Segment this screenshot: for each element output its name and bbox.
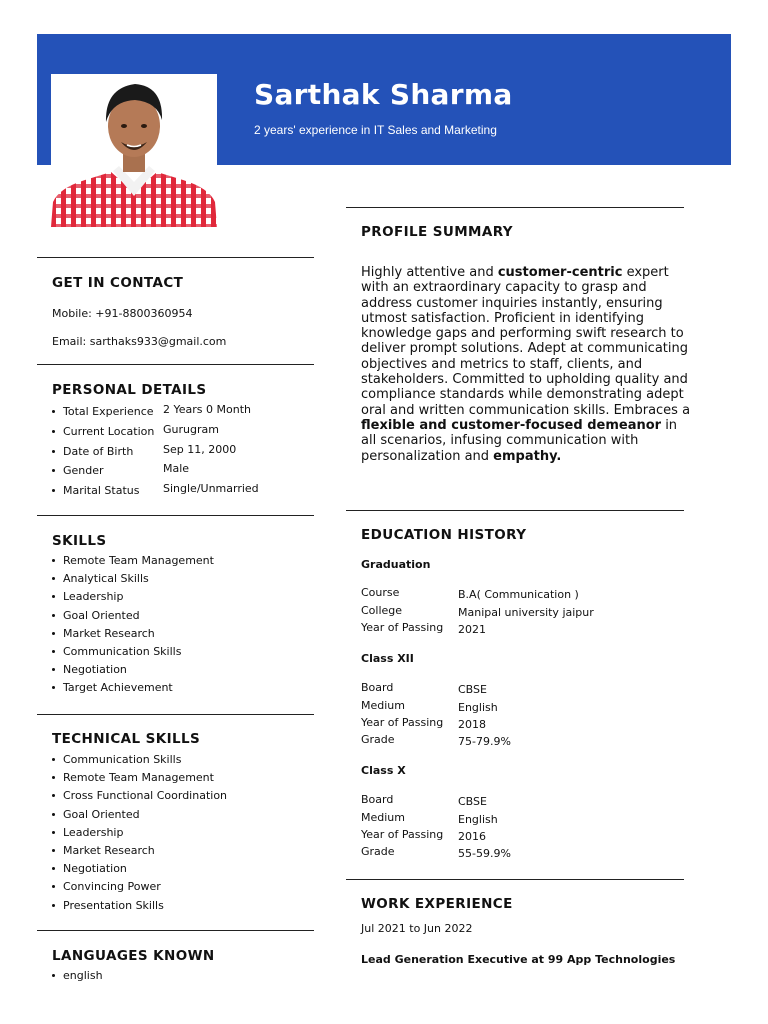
summary-text-bold: flexible and customer-focused demeanor (361, 417, 662, 433)
profile-summary-text (361, 265, 691, 464)
education-value: English (458, 813, 498, 826)
education-row (361, 621, 681, 637)
candidate-tagline: 2 years' experience in IT Sales and Marketing (254, 123, 497, 137)
profile-photo (51, 74, 217, 227)
list-item: Market Research (52, 627, 214, 645)
technical-skills-title: TECHNICAL SKILLS (52, 731, 201, 747)
list-item: Market Research (52, 844, 227, 862)
personal-value: Single/Unmarried (163, 482, 259, 495)
personal-details-title: PERSONAL DETAILS (52, 382, 207, 398)
list-item: Analytical Skills (52, 572, 214, 590)
list-item: Convincing Power (52, 880, 227, 898)
education-row (361, 586, 681, 602)
education-row (361, 793, 681, 809)
education-label: Grade (361, 733, 395, 746)
divider (346, 879, 684, 880)
work-experience-title: WORK EXPERIENCE (361, 896, 513, 912)
list-item: Goal Oriented (52, 808, 227, 826)
divider (37, 364, 314, 365)
education-row (361, 828, 681, 844)
education-label: College (361, 604, 403, 617)
education-label: Year of Passing (361, 828, 444, 841)
education-value: 2018 (458, 718, 486, 731)
education-label: Grade (361, 845, 395, 858)
education-row (361, 733, 681, 749)
list-item: Goal Oriented (52, 609, 214, 627)
list-item: Cross Functional Coordination (52, 789, 227, 807)
divider (37, 515, 314, 516)
divider (346, 510, 684, 511)
education-row (361, 699, 681, 715)
personal-value: Gurugram (163, 423, 219, 436)
education-value: 55-59.9% (458, 847, 511, 860)
languages-list (52, 969, 103, 987)
contact-mobile: Mobile: +91-8800360954 (52, 307, 193, 320)
personal-label: Gender (63, 464, 104, 477)
education-row (361, 681, 681, 697)
list-item: Remote Team Management (52, 771, 227, 789)
education-label: Board (361, 681, 394, 694)
education-label: Medium (361, 699, 405, 712)
list-item: Negotiation (52, 862, 227, 880)
divider (37, 930, 314, 931)
personal-label: Total Experience (63, 405, 154, 418)
education-value: 2021 (458, 623, 486, 636)
personal-row (52, 445, 302, 461)
education-value: B.A( Communication ) (458, 588, 579, 601)
list-item: Target Achievement (52, 681, 214, 699)
candidate-name: Sarthak Sharma (254, 78, 513, 111)
personal-label: Current Location (63, 425, 155, 438)
education-value: Manipal university jaipur (458, 606, 594, 619)
languages-title: LANGUAGES KNOWN (52, 948, 215, 964)
education-row (361, 604, 681, 620)
education-value: 75-79.9% (458, 735, 511, 748)
skills-list (52, 554, 214, 700)
summary-text-part: Highly attentive and (361, 265, 498, 280)
education-label: Year of Passing (361, 621, 444, 634)
person-photo-icon (51, 74, 217, 227)
list-item: Leadership (52, 826, 227, 844)
education-row (361, 845, 681, 861)
education-value: CBSE (458, 683, 487, 696)
personal-label: Date of Birth (63, 445, 134, 458)
education-title: EDUCATION HISTORY (361, 527, 527, 543)
list-item: english (52, 969, 103, 987)
personal-row (52, 425, 302, 441)
list-item: Communication Skills (52, 753, 227, 771)
personal-row (52, 484, 302, 500)
education-row (361, 716, 681, 732)
contact-email: Email: sarthaks933@gmail.com (52, 335, 227, 348)
personal-label: Marital Status (63, 484, 140, 497)
education-value: English (458, 701, 498, 714)
list-item: Leadership (52, 590, 214, 608)
education-value: 2016 (458, 830, 486, 843)
personal-value: 2 Years 0 Month (163, 403, 251, 416)
education-label: Course (361, 586, 400, 599)
education-value: CBSE (458, 795, 487, 808)
class-x-title: Class X (361, 764, 406, 777)
summary-text-part: in all scenarios, infusing communication with personalization and (361, 417, 678, 464)
summary-text-part: expert with an extraordinary capacity to grasp and address customer inquiries instantly, ensuring utmost satisfaction. Proficient in identifying knowledge gaps and performing swift research to deliver prompt solutions. Adept at communicating objectives and metrics to staff, clients, and stakeholders. Committed to upholding quality and compliance standards while demonstrating adept oral and written communication skills. Embraces a (361, 265, 691, 418)
list-item: Remote Team Management (52, 554, 214, 572)
divider (37, 257, 314, 258)
divider (37, 714, 314, 715)
profile-summary-title: PROFILE SUMMARY (361, 224, 513, 240)
work-role: Lead Generation Executive at 99 App Technologies (361, 953, 676, 966)
technical-skills-list (52, 753, 227, 917)
education-row (361, 811, 681, 827)
list-item: Communication Skills (52, 645, 214, 663)
list-item: Negotiation (52, 663, 214, 681)
personal-row (52, 464, 302, 480)
personal-value: Male (163, 462, 190, 475)
summary-text-bold: customer-centric (497, 265, 623, 280)
education-label: Medium (361, 811, 405, 824)
education-label: Board (361, 793, 394, 806)
personal-value: Sep 11, 2000 (163, 443, 237, 456)
contact-title: GET IN CONTACT (52, 275, 184, 291)
divider (346, 207, 684, 208)
class-xii-title: Class XII (361, 652, 414, 665)
education-label: Year of Passing (361, 716, 444, 729)
work-period: Jul 2021 to Jun 2022 (361, 922, 473, 935)
summary-text-bold: empathy. (493, 448, 562, 464)
graduation-title: Graduation (361, 558, 431, 571)
list-item: Presentation Skills (52, 899, 227, 917)
skills-title: SKILLS (52, 533, 107, 549)
personal-row (52, 405, 302, 421)
